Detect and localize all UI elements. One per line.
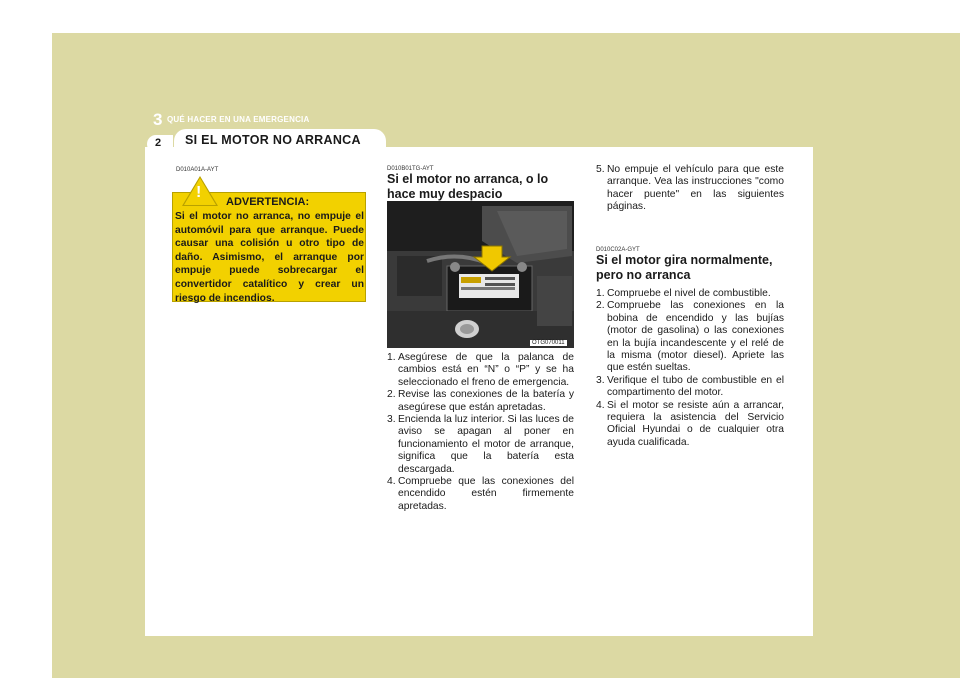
warning-exclamation: !	[196, 184, 202, 201]
battery-photo	[387, 201, 574, 348]
right-heading: Si el motor gira normalmente, pero no arranca	[596, 253, 773, 282]
section-title: SI EL MOTOR NO ARRANCA	[185, 133, 361, 147]
list-item: 2. Compruebe las conexiones en la bobina de encendido y las bujías (motor de gasolina) o las conexiones en la bujía incandescente y el relé de la misma (motor diesel). Apriete las que estén sueltas.	[596, 300, 784, 374]
list-item: 1. Compruebe el nivel de combustible.	[596, 288, 771, 299]
left-section-code: D010A01A-AYT	[176, 167, 219, 173]
right-section-code: D010C02A-GYT	[596, 247, 640, 253]
photo-code: OTG070011	[532, 340, 565, 346]
middle-heading: Si el motor no arranca, o lo hace muy despacio	[387, 172, 549, 201]
list-item: 4. Compruebe que las conexiones del encendido estén firmemente apretadas.	[387, 476, 574, 512]
warning-title: ADVERTENCIA:	[226, 196, 310, 208]
right-steps-list	[596, 288, 784, 449]
engine-bay-illustration	[387, 201, 574, 348]
list-item: 3. Encienda la luz interior. Si las luces de aviso se apagan al poner en funcionamiento el motor de arranque, significa que la batería esta descargada.	[387, 414, 574, 475]
list-item: 1. Asegúrese de que la palanca de cambios está en “N” o “P” y se ha seleccionado el freno de emergencia.	[387, 352, 574, 388]
chapter-number: 3	[153, 110, 163, 129]
page-number: 2	[155, 137, 162, 149]
list-item: 5. No empuje el vehículo para que este arranque. Vea las instrucciones "como hacer puente" en las siguientes páginas.	[596, 164, 784, 213]
list-item: 2. Revise las conexiones de la batería y asegúrese que están apretadas.	[387, 389, 574, 413]
middle-steps-list	[387, 352, 574, 513]
list-item: 4. Si el motor se resiste aún a arrancar, requiera la asistencia del Servicio Oficial Hyundai o de cualquier otra ayuda cualificada.	[596, 399, 784, 448]
list-item: 3. Verifique el tubo de combustible en el compartimento del motor.	[596, 374, 784, 399]
middle-section-code: D010B01TG-AYT	[387, 166, 434, 172]
warning-text: Si el motor no arranca, no empuje el automóvil para que arranque. Puede causar una colisión u otro tipo de daño. Asimismo, el arranque por empuje puede sobrecargar el convertidor catalítico y crear un riesgo de incendios.	[175, 211, 364, 304]
chapter-title: QUÉ HACER EN UNA EMERGENCIA	[167, 115, 310, 124]
right-step5-list	[596, 164, 784, 214]
